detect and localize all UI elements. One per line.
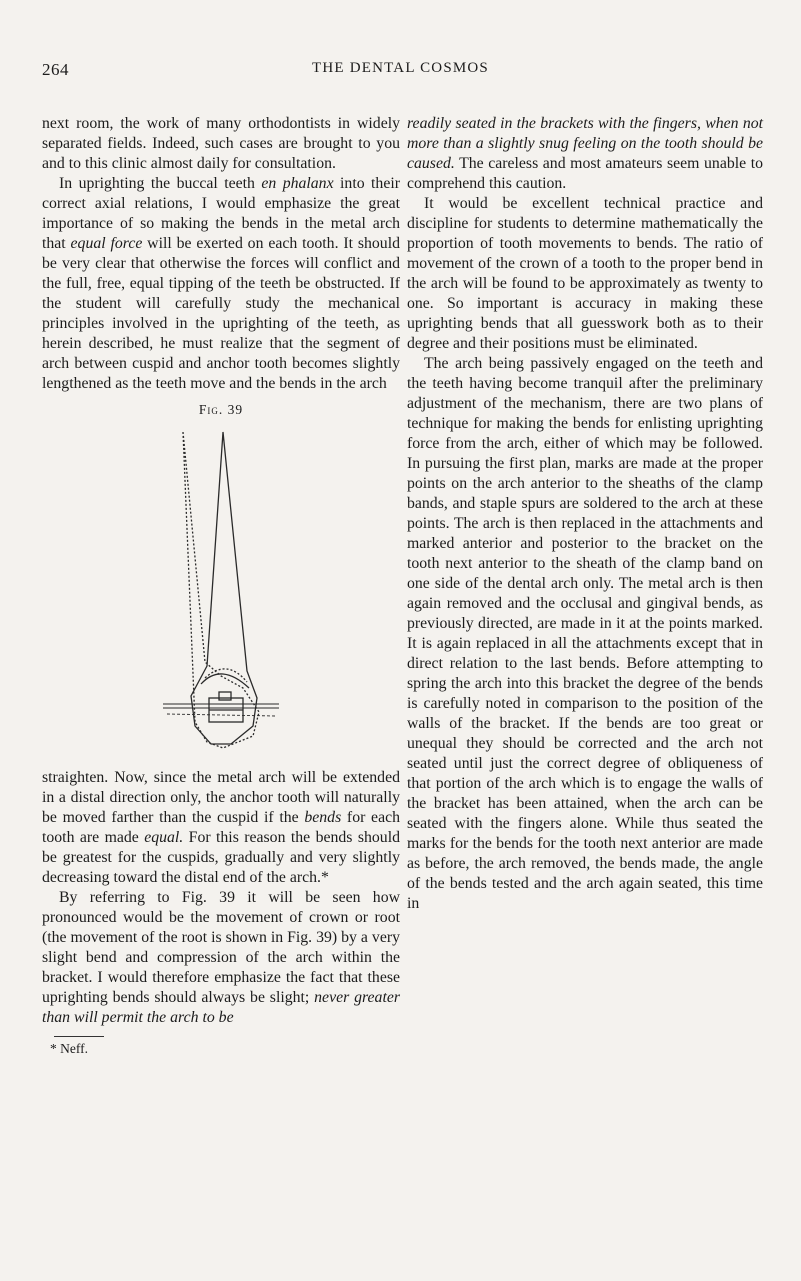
left-column [42, 114, 400, 1059]
paragraph: The arch being passively engaged on the teeth and the teeth having become tranquil after the preliminary adjustment of the mechanism, there are two plans of technique for making the bends for enlisting uprighting force from the arch, either of which may be followed. In pursuing the first plan, marks are made at the proper points on the arch anterior to the sheaths of the clamp bands, and staple spurs are soldered to the arch at these points. The arch is then replaced in the attachments and marked anterior and posterior to the bracket on the tooth next anterior to the sheath of the clamp band on one side of the dental arch only. The metal arch is then again removed and the occlusal and gingival bends, as previously directed, are made in it at the points marked. It is again replaced in all the attachments except that in direct relation to the last bends. Before attempting to spring the arch into this bracket the degree of the bends is carefully noted in comparison to the position of the walls of the bracket. If the bends are too great or unequal they should be corrected and the arch not seated until just the correct degree of obliqueness of that portion of the arch which is to engage the walls of the bracket has been attained, when the arch can be seated with the fingers alone. While thus seated the marks for the bends for the tooth next anterior are made as before, the arch removed, the bends made, the angle of the bends tested and the arch again seated, this time in [407, 355, 763, 912]
running-head: THE DENTAL COSMOS [312, 60, 489, 76]
paragraph: readily seated in the brackets with the fingers, when not more than a slightly snug feeling on the tooth should be caused. The careless and most amateurs seem unable to comprehend this caution. [407, 115, 763, 192]
figure-caption: Fig. 39 [198, 402, 244, 417]
page-number: 264 [42, 60, 69, 79]
right-column [407, 114, 763, 914]
footnote: * Neff. [50, 1041, 88, 1056]
paragraph: By referring to Fig. 39 it will be seen how pronounced would be the movement of crown or root (the movement of the root is shown in Fig. 39) by a very slight bend and compression of the arch within the bracket. I would therefore emphasize the fact that these uprighting bends should always be slight; never greater than will permit the arch to be [42, 889, 400, 1026]
paragraph: straighten. Now, since the metal arch will be extended in a distal direction only, the anchor tooth will naturally be moved farther than the cuspid if the bends for each tooth are made equal. For this reason the bends should be greatest for the cuspids, gradually and very slightly decreasing toward the distal end of the arch.* [42, 769, 400, 886]
paragraph: In uprighting the buccal teeth en phalanx into their correct axial relations, I would emphasize the great importance of so making the bends in the metal arch that equal force will be exerted on each tooth. It should be very clear that otherwise the forces will conflict and the full, free, equal tipping of the teeth be obstructed. If the student will carefully study the mechanical principles involved in the uprighting of the teeth, as herein described, he must realize that the segment of arch between cuspid and anchor tooth becomes slightly lengthened as the teeth move and the bends in the arch [42, 175, 400, 392]
tooth-diagram [161, 426, 281, 762]
figure-39 [42, 400, 400, 762]
footnote-divider [54, 1036, 104, 1037]
paragraph: next room, the work of many orthodontists in widely separated fields. Indeed, such cases are brought to you and to this clinic almost daily for consultation. [42, 115, 400, 172]
paragraph: It would be excellent technical practice and discipline for students to determine mathematically the proportion of tooth movements to bends. The ratio of movement of the crown of a tooth to the proper bend in the arch will be found to be approximately as twenty to one. So important is accuracy in making these uprighting bends that all guesswork both as to their degree and their positions must be eliminated. [407, 195, 763, 352]
